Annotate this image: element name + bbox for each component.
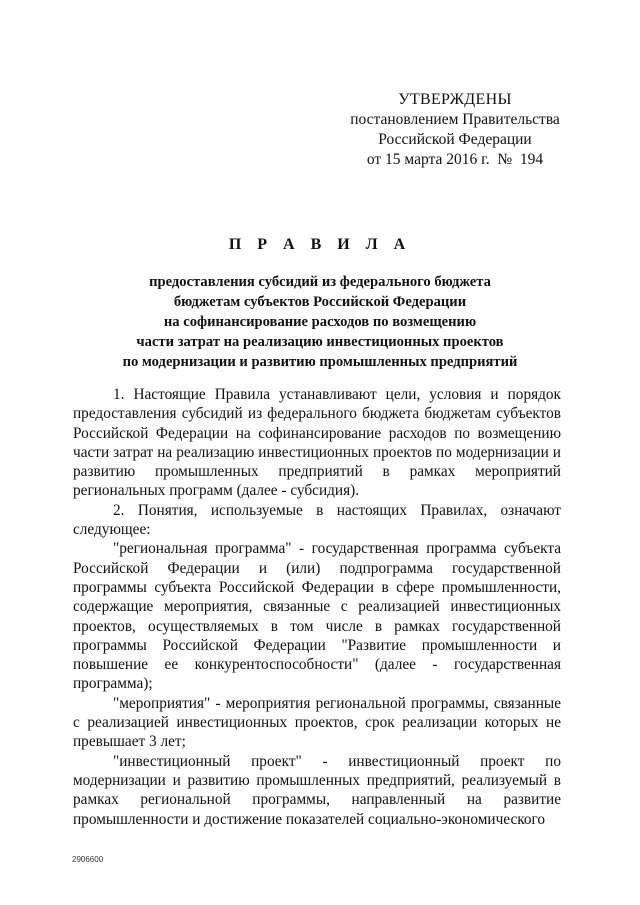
paragraph-3: "региональная программа" - государственная программа субъекта Российской Федерации и (или) подпрограмма государственной программы субъекта Российской Федерации в сфере промышленности, содержащие мероприятия, связанные с реализацией инвестиционных проектов, осуществляемых в том числе в рамках государственной программы Российской Федерации "Развитие промышленности и повышение ее конкурентоспособности" (далее - государственная программа); xyxy=(73,540,561,693)
paragraph-1: 1. Настоящие Правила устанавливают цели, условия и порядок предоставления субсидий из федерального бюджета бюджетам субъектов Российской Федерации на софинансирование расходов по возмещению части затрат на реализацию инвестиционных проектов по модернизации и развитию промышленных предприятий в рамках мероприятий региональных программ (далее - субсидия). xyxy=(73,386,561,500)
approval-heading: УТВЕРЖДЕНЫ xyxy=(398,91,512,108)
subtitle-line: бюджетам субъектов Российской Федерации xyxy=(173,294,467,310)
approval-line-2: Российской Федерации xyxy=(378,131,532,148)
document-title-block xyxy=(80,236,560,372)
approval-line-1: постановлением Правительства xyxy=(350,111,560,128)
subtitle-line: по модернизации и развитию промышленных предприятий xyxy=(122,354,518,370)
paragraph-5: "инвестиционный проект" - инвестиционный проект по модернизации и развитию промышленных предприятий, реализуемый в рамках региональной программы, направленный на развитие промышленности и достижение показателей социально-экономического xyxy=(73,752,561,828)
paragraph-2: 2. Понятия, используемые в настоящих Правилах, означают следующее: xyxy=(73,501,561,539)
document-body xyxy=(73,385,561,829)
footer-document-code: 2906600 xyxy=(72,855,104,864)
subtitle-line: на софинансирование расходов по возмещению xyxy=(163,314,477,330)
document-title: П Р А В И Л А xyxy=(228,236,412,253)
document-subtitle xyxy=(80,272,560,372)
paragraph-4: "мероприятия" - мероприятия региональной программы, связанные с реализацией инвестиционных проектов, срок реализации которых не превышает 3 лет; xyxy=(73,694,561,751)
approval-block xyxy=(330,90,580,170)
approval-line-3: от 15 марта 2016 г. № 194 xyxy=(366,151,544,168)
subtitle-line: части затрат на реализацию инвестиционных проектов xyxy=(136,334,504,350)
subtitle-line: предоставления субсидий из федерального бюджета xyxy=(149,274,491,290)
